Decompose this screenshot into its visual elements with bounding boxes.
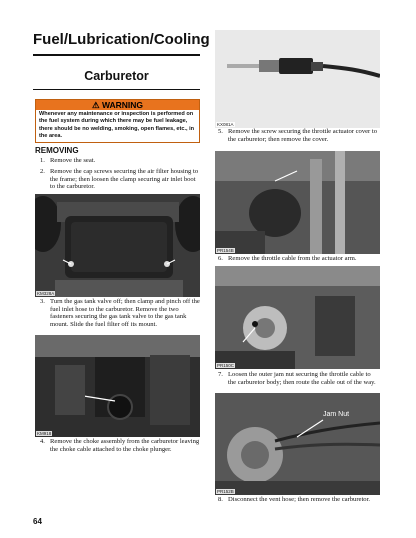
step-number: 3. xyxy=(40,298,45,305)
step-1 xyxy=(40,157,200,165)
step-2 xyxy=(40,168,200,191)
photo-jam-nut xyxy=(215,393,380,495)
subsection-title: Carburetor xyxy=(33,66,200,90)
air-filter-illustration xyxy=(35,194,200,297)
step-text: Disconnect the vent hose; then remove the carburetor. xyxy=(228,496,371,503)
section-title: Fuel/Lubrication/Cooling xyxy=(33,30,200,56)
photo-choke-assembly xyxy=(35,335,200,437)
photo-code: KM918 xyxy=(37,431,52,436)
photo-actuator-cover xyxy=(215,151,380,254)
step-number: 8. xyxy=(218,496,223,503)
step-number: 2. xyxy=(40,168,45,175)
step-text: Remove the seat. xyxy=(50,157,96,164)
jam-nut-illustration xyxy=(215,393,380,495)
photo-throttle-cable xyxy=(215,30,380,128)
warning-label: ⚠ WARNING xyxy=(36,100,199,110)
photo-code: KX081A xyxy=(217,122,234,127)
actuator-illustration xyxy=(215,151,380,254)
step-text: Loosen the outer jam nut securing the throttle cable to the carburetor body; then route the cable out of the way. xyxy=(228,371,376,386)
step-4 xyxy=(40,438,200,453)
step-number: 6. xyxy=(218,255,223,262)
photo-code: PR152B xyxy=(217,489,234,494)
warning-text: Whenever any maintenance or inspection is performed on the fuel system during which there may be fuel leakage, there should be no welding, smoking, open flames, etc., in the area. xyxy=(39,111,195,140)
step-text: Remove the throttle cable from the actuator arm. xyxy=(228,255,357,262)
photo-actuator-arm xyxy=(215,266,380,369)
step-text: Remove the screw securing the throttle actuator cover to the carburetor; then remove the cover. xyxy=(228,128,378,143)
step-text: Remove the choke assembly from the carburetor leaving the choke cable attached to the choke plunger. xyxy=(50,438,200,453)
step-text: Remove the cap screws securing the air filter housing to the frame; then loosen the clamp securing air inlet boot to the carburetor. xyxy=(50,168,199,191)
photo-code: PR150C xyxy=(217,363,235,368)
warning-box xyxy=(35,99,200,143)
photo-air-filter-housing xyxy=(35,194,200,297)
step-7 xyxy=(218,371,380,386)
step-number: 7. xyxy=(218,371,223,378)
choke-illustration xyxy=(35,335,200,437)
step-3 xyxy=(40,298,200,328)
actuator-arm-illustration xyxy=(215,266,380,369)
step-6 xyxy=(218,255,380,263)
step-8 xyxy=(218,496,380,504)
step-text: Turn the gas tank valve off; then clamp and pinch off the fuel inlet hose to the carburetor. Remove the two fasteners securing the gas tank valve to the gas tank mount. Slide the fuel filter off its mount. xyxy=(50,298,200,328)
photo-code: KM328A xyxy=(37,291,55,296)
photo-code: PR154B xyxy=(217,248,234,253)
step-5 xyxy=(218,128,380,143)
step-number: 1. xyxy=(40,157,45,164)
step-number: 4. xyxy=(40,438,45,445)
page-number: 64 xyxy=(33,517,42,526)
removing-heading: REMOVING xyxy=(35,146,79,155)
cable-illustration xyxy=(215,30,380,128)
step-number: 5. xyxy=(218,128,223,135)
jam-nut-label: Jam Nut xyxy=(323,411,350,418)
